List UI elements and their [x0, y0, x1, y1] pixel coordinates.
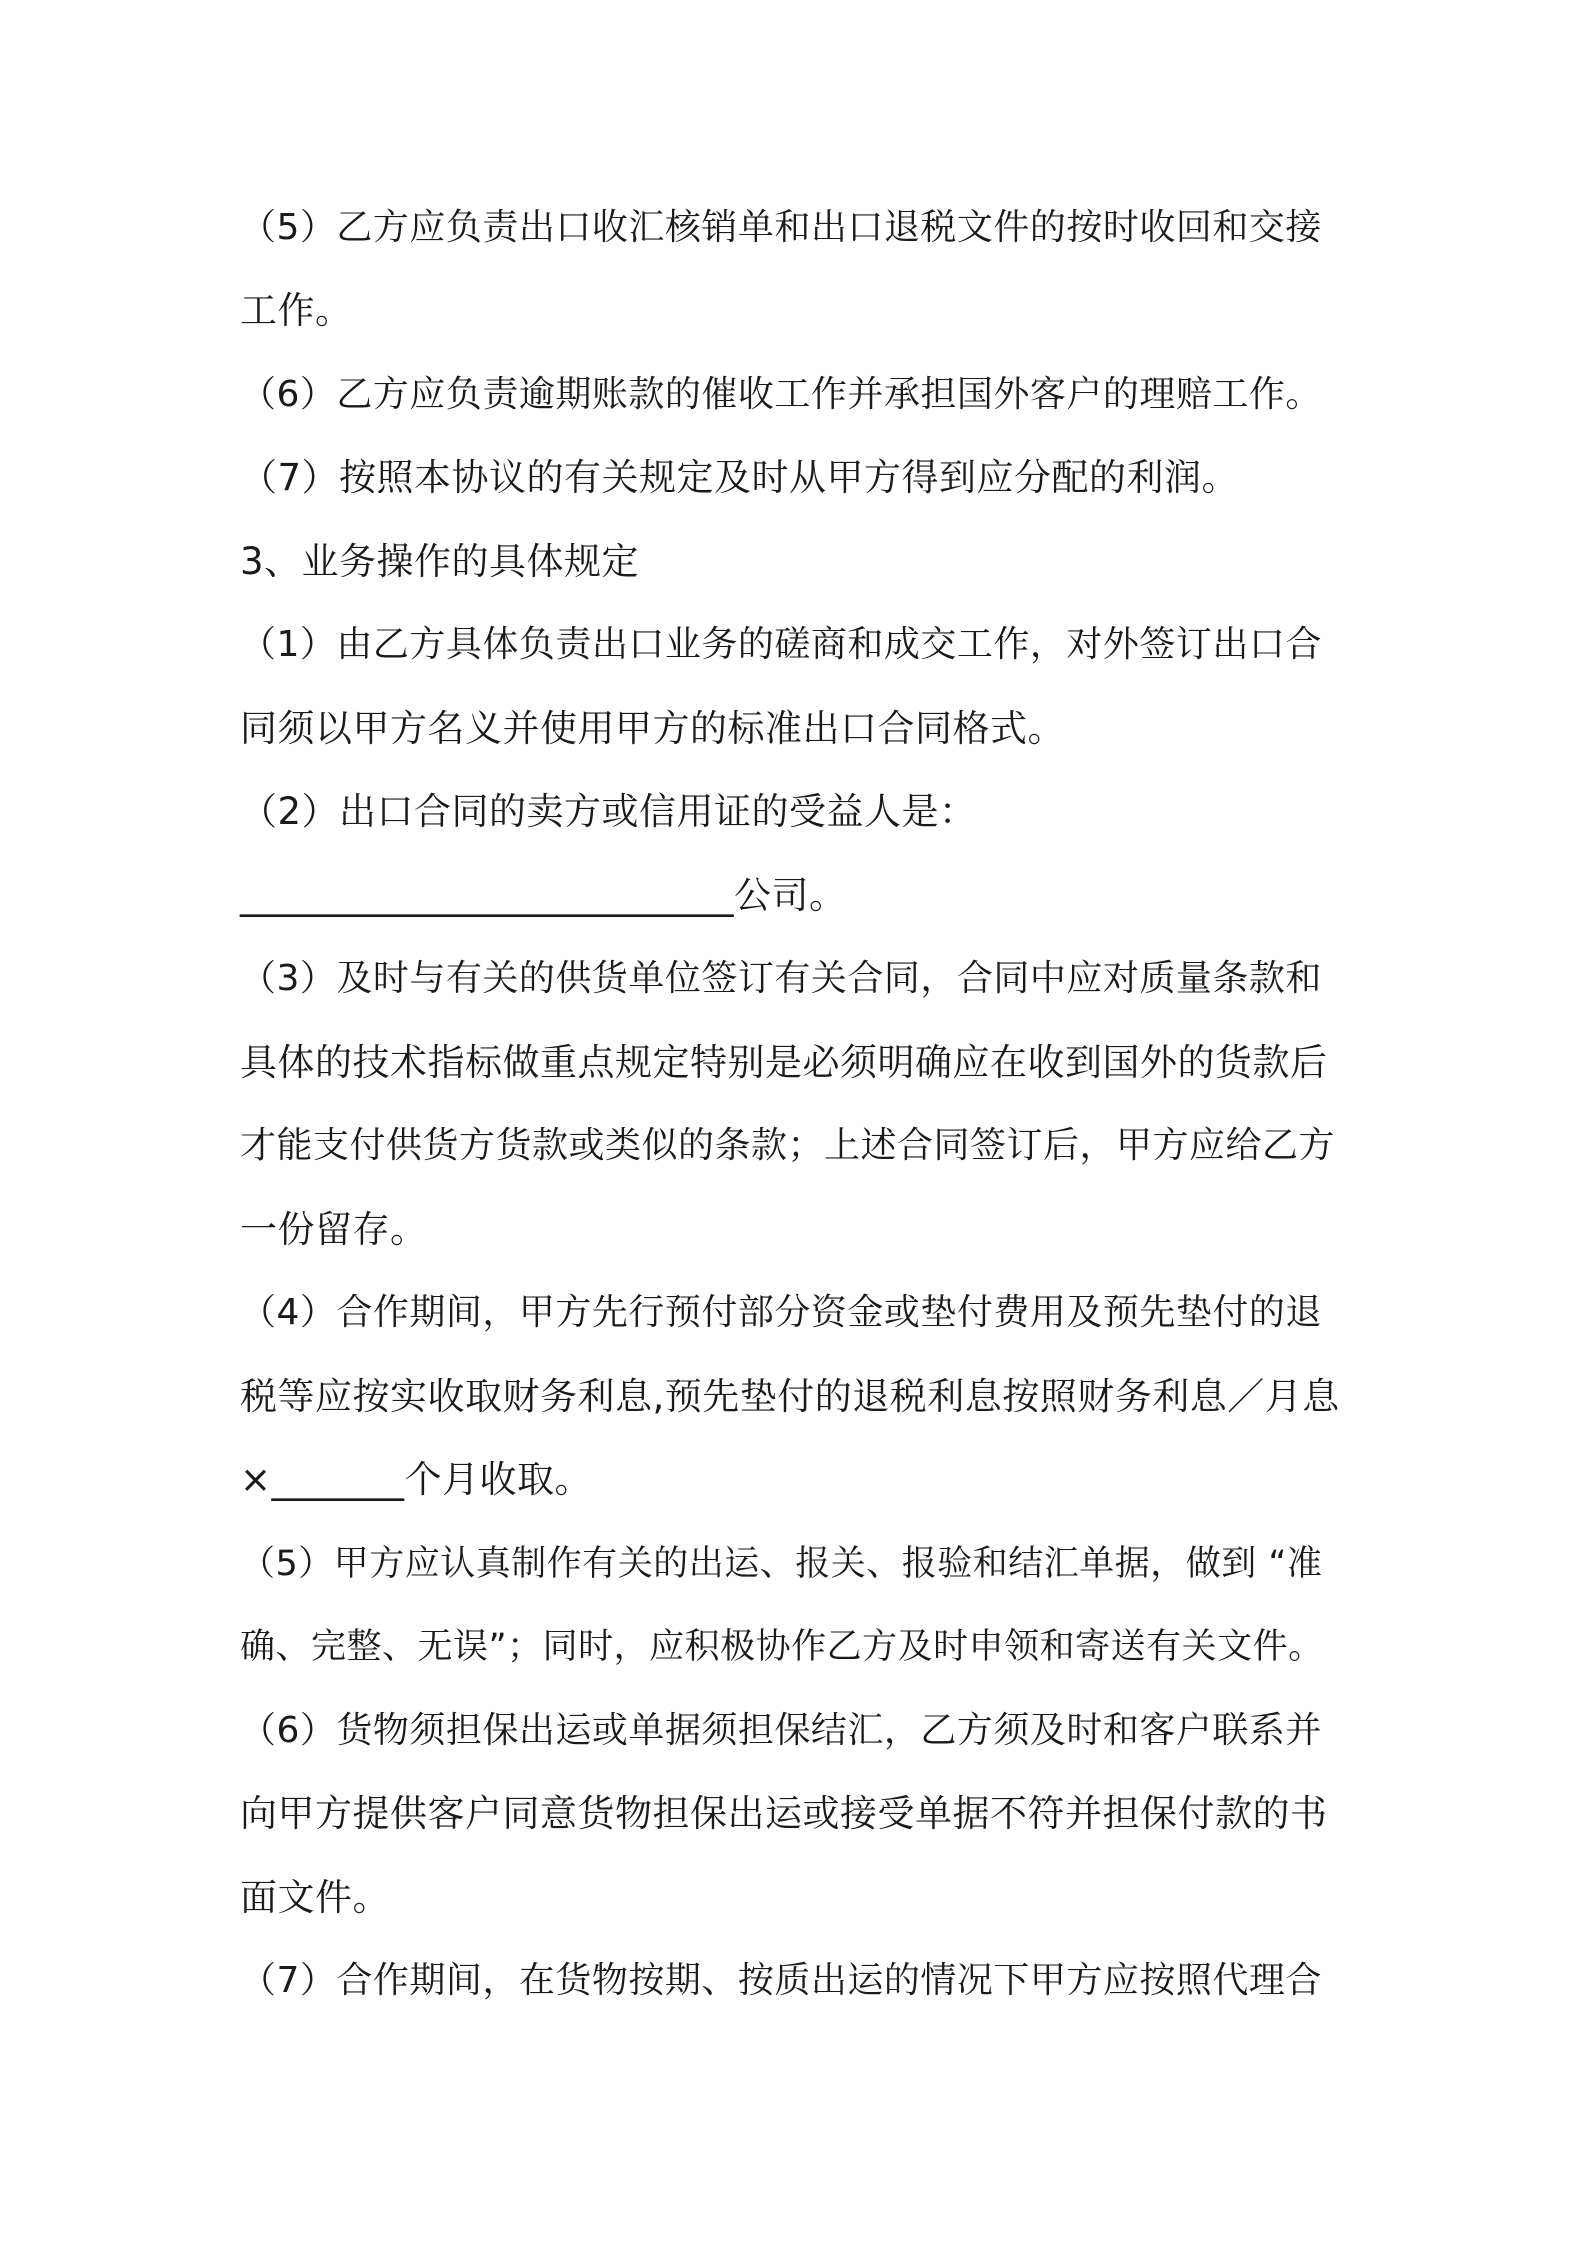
text-line: 向甲方提供客户同意货物担保出运或接受单据不符并担保付款的书: [240, 1792, 1328, 1835]
blank-fill-line: __________________________公司。: [240, 874, 847, 917]
text-line: 同须以甲方名义并使用甲方的标准出口合同格式。: [240, 707, 1065, 750]
text-line: （5）乙方应负责出口收汇核销单和出口退税文件的按时收回和交接: [240, 207, 1322, 248]
text-line: 面文件。: [240, 1876, 390, 1919]
text-line: （7）合作期间，在货物按期、按质出运的情况下甲方应按照代理合: [240, 1960, 1322, 2001]
text-line: 税等应按实收取财务利息,预先垫付的退税利息按照财务利息／月息: [240, 1375, 1340, 1418]
text-line: 具体的技术指标做重点规定特别是必须明确应在收到国外的货款后: [240, 1041, 1328, 1084]
text-line: （1）由乙方具体负责出口业务的磋商和成交工作，对外签订出口合: [240, 624, 1322, 665]
text-line: 才能支付供货方货款或类似的条款；上述合同签订后，甲方应给乙方: [240, 1125, 1336, 1166]
text-line: （6）货物须担保出运或单据须担保结汇，乙方须及时和客户联系并: [240, 1710, 1322, 1751]
text-line: （5）甲方应认真制作有关的出运、报关、报验和结汇单据，做到 “准: [240, 1544, 1323, 1584]
text-line: （3）及时与有关的供货单位签订有关合同，合同中应对质量条款和: [240, 958, 1322, 999]
text-line: 确、完整、无误”；同时，应积极协作乙方及时申领和寄送有关文件。: [240, 1627, 1324, 1667]
text-line: 一份留存。: [240, 1208, 428, 1251]
blank-fill-line: ×_______个月收取。: [240, 1458, 593, 1501]
text-line: （6）乙方应负责逾期账款的催收工作并承担国外客户的理赔工作。: [240, 374, 1322, 415]
text-line: 工作。: [240, 289, 353, 332]
text-line: （4）合作期间，甲方先行预付部分资金或垫付费用及预先垫付的退: [240, 1292, 1322, 1333]
section-heading: 3、业务操作的具体规定: [240, 540, 640, 583]
text-line: （2）出口合同的卖方或信用证的受益人是：: [240, 790, 977, 833]
text-line: （7）按照本协议的有关规定及时从甲方得到应分配的利润。: [240, 456, 1240, 499]
